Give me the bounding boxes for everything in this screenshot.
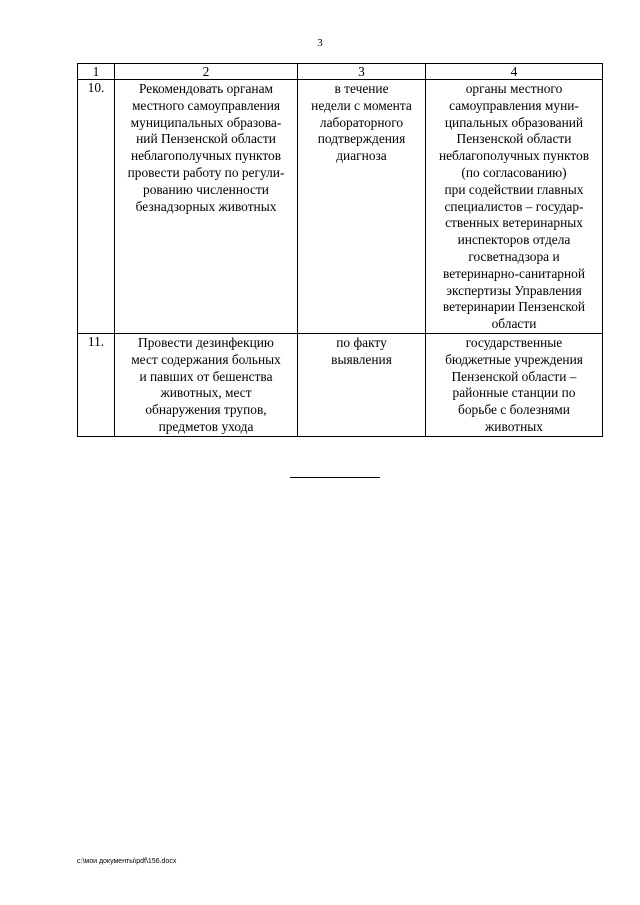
cell-text-line: неблагополучных пунктов [130, 148, 282, 164]
cell-text-line: и павших от бешенства [139, 368, 273, 384]
cell-text-line: провести работу по регули- [127, 164, 285, 180]
header-col-1: 1 [78, 64, 115, 80]
cell-text-line: безнадзорных животных [135, 198, 277, 214]
cell-text-line: недели с момента [311, 97, 412, 113]
cell-text-line: Провести дезинфекцию [138, 334, 274, 350]
cell-text-line: по факту [336, 334, 387, 350]
header-col-3: 3 [298, 64, 426, 80]
cell-text-line: мест содержания больных [131, 351, 281, 367]
page-number: 3 [317, 37, 323, 49]
cell-text-line: обнаружения трупов, [145, 402, 267, 418]
deadline-cell [298, 80, 426, 334]
cell-text-line: Рекомендовать органам [138, 81, 274, 96]
cell-text-line: ний Пензенской области [136, 131, 276, 147]
table-row [78, 333, 603, 436]
cell-text-line: неблагополучных пунктов [438, 148, 590, 164]
table-header-row [78, 64, 603, 80]
cell-text-line: районные станции по [452, 385, 576, 401]
cell-text-line: животных, мест [160, 385, 252, 401]
cell-text-line: борьбе с болезнями [458, 402, 570, 418]
action-cell [115, 80, 298, 334]
measures-table [77, 63, 603, 437]
row-number: 11. [78, 333, 115, 436]
cell-text-line: животных [485, 418, 543, 434]
cell-text-line: государственные [465, 334, 563, 350]
header-col-2: 2 [115, 64, 298, 80]
cell-text-line: ветеринарно-санитарной [442, 265, 586, 281]
responsible-cell [426, 333, 603, 436]
cell-text-line: рованию численности [143, 181, 269, 197]
cell-text-line: ственных ветеринарных [445, 215, 583, 231]
cell-text-line: лабораторного [319, 114, 404, 130]
responsible-cell [426, 80, 603, 334]
cell-text-line: инспекторов отдела [457, 232, 571, 248]
cell-text-line: при содействии главных [444, 181, 584, 197]
cell-text-line: самоуправления муни- [449, 97, 579, 113]
cell-text-line: Пензенской области [456, 131, 572, 147]
row-number: 10. [78, 80, 115, 334]
cell-text-line: бюджетные учреждения [445, 351, 583, 367]
cell-text-line: органы местного [465, 81, 563, 96]
cell-text-line: госветнадзора и [468, 248, 560, 264]
cell-text-line: области [491, 316, 537, 332]
cell-text-line: экспертизы Управления [446, 282, 582, 298]
footer-file-path: c:\мои документы\pdf\156.docx [77, 858, 177, 865]
cell-text-line: в течение [334, 81, 389, 96]
cell-text-line: предметов ухода [158, 418, 254, 434]
cell-text-line: выявления [331, 351, 392, 367]
cell-text-line: ципальных образований [444, 114, 584, 130]
deadline-cell [298, 333, 426, 436]
cell-text-line: подтверждения [317, 131, 406, 147]
cell-text-line: специалистов – государ- [444, 198, 584, 214]
end-rule [290, 477, 380, 478]
cell-text-line: Пензенской области – [451, 368, 577, 384]
action-cell [115, 333, 298, 436]
cell-text-line: (по согласованию) [461, 164, 567, 180]
header-col-4: 4 [426, 64, 603, 80]
cell-text-line: ветеринарии Пензенской [442, 299, 586, 315]
table-row [78, 80, 603, 334]
cell-text-line: муниципальных образова- [130, 114, 282, 130]
cell-text-line: диагноза [336, 148, 387, 164]
cell-text-line: местного самоуправления [131, 97, 281, 113]
